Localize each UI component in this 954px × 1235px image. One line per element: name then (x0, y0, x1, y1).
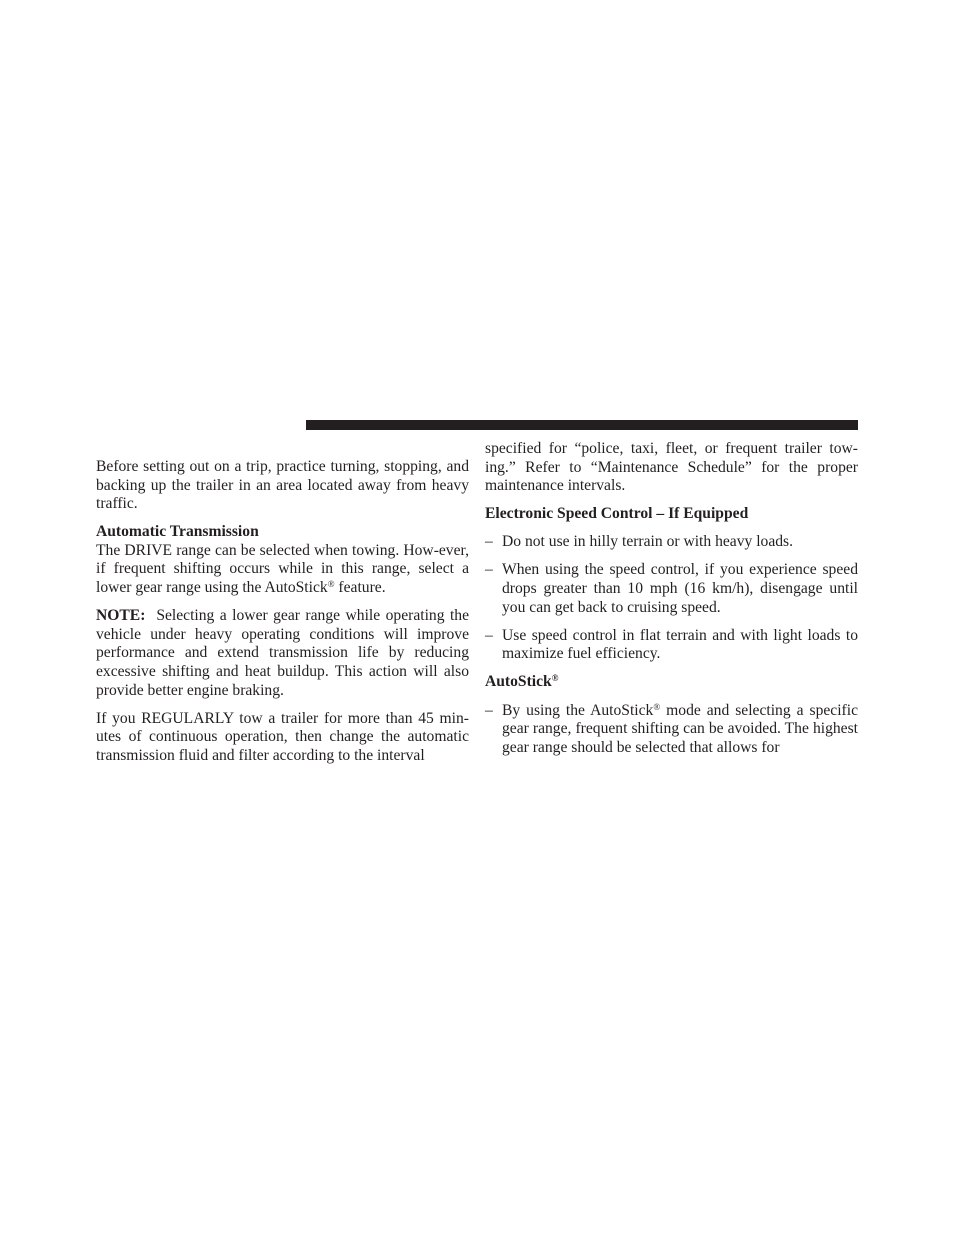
auto-trans-text-b: feature. (334, 579, 386, 597)
dash-bullet: – (485, 626, 493, 644)
registered-mark: ® (551, 673, 559, 684)
list-item (485, 561, 858, 617)
list-item (485, 702, 858, 758)
note-text: Selecting a lower gear range while operating the vehicle under heavy operating conditions will improve performance and extend transmission life by reducing excessive shifting and heat buildup. This action will also provide better engine braking. (96, 607, 469, 699)
automatic-transmission-heading: Automatic Transmission (96, 523, 259, 541)
continued-paragraph: specified for “police, taxi, fleet, or frequent trailer tow-ing.” Refer to “Maintenance Schedule” for the proper maintenance intervals. (485, 440, 858, 495)
list-item (485, 533, 858, 552)
dash-bullet: – (485, 533, 493, 551)
dash-bullet: – (485, 561, 493, 579)
autostick-heading (485, 673, 858, 692)
list-item-text: When using the speed control, if you experience speed drops greater than 10 mph (16 km/h), disengage until you can get back to cruising speed. (502, 561, 858, 616)
autostick-heading-text: AutoStick (485, 673, 552, 691)
note-label: NOTE: (96, 607, 146, 625)
registered-mark: ® (327, 579, 335, 590)
dash-bullet: – (485, 701, 493, 719)
note-paragraph (96, 607, 469, 700)
intro-paragraph: Before setting out on a trip, practice turning, stopping, and backing up the trailer in an area located away from heavy traffic. (96, 458, 469, 513)
speed-control-heading: Electronic Speed Control – If Equipped (485, 505, 749, 523)
regular-towing-paragraph: If you REGULARLY tow a trailer for more than 45 min-utes of continuous operation, then change the automatic transmission fluid and filter according to the interval (96, 709, 469, 764)
auto-trans-text-a: The DRIVE range can be selected when towing. How-ever, if frequent shifting occurs while in this range, select a lower gear range using the AutoStick (96, 541, 469, 597)
right-column (485, 440, 858, 767)
autostick-item-text-b: mode and selecting a specific gear range, frequent shifting can be avoided. The highest gear range should be selected that allows for (502, 701, 858, 756)
list-item-text: Do not use in hilly terrain or with heavy loads. (502, 533, 794, 551)
registered-mark: ® (653, 701, 661, 712)
list-item-text: Use speed control in flat terrain and with light loads to maximize fuel efficiency. (502, 626, 858, 663)
autostick-item-text-a: By using the AutoStick (502, 701, 654, 719)
left-column (96, 458, 469, 775)
list-item (485, 627, 858, 664)
section-header-bar (306, 420, 858, 430)
automatic-transmission-paragraph (96, 542, 469, 598)
